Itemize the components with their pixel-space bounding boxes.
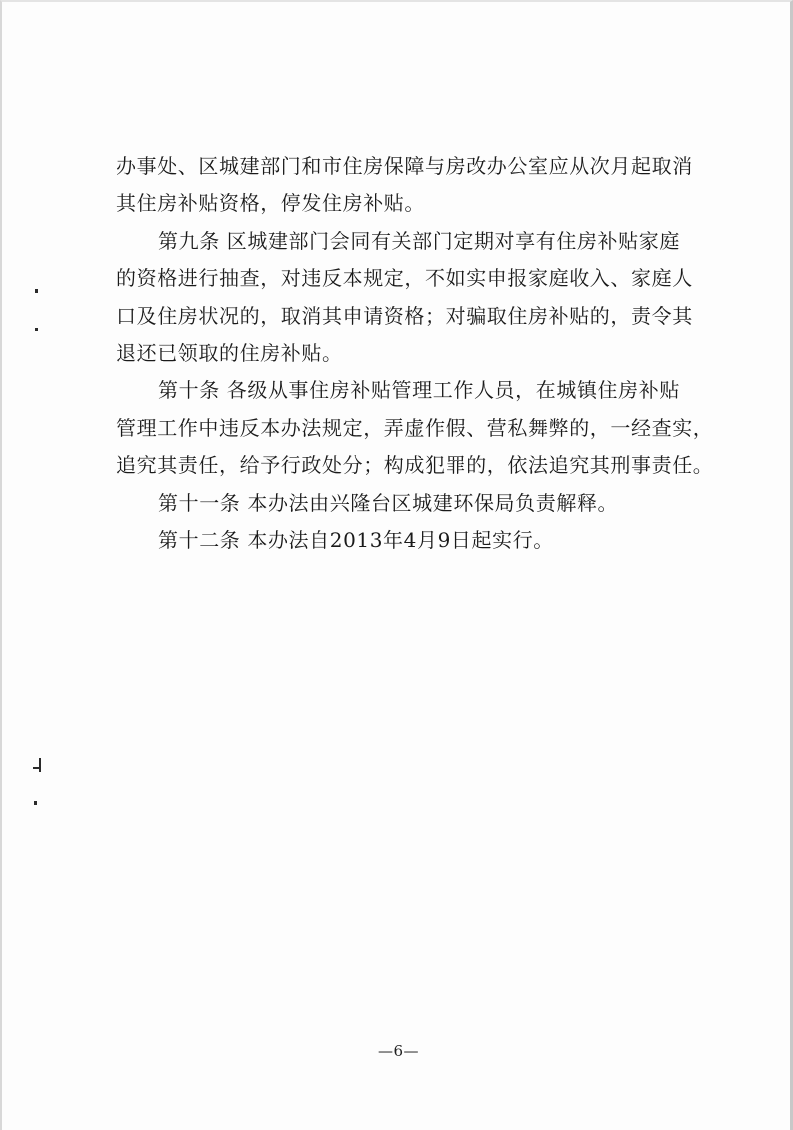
text-line: 管理工作中违反本办法规定，弄虚作假、营私舞弊的，一经查实， (116, 415, 714, 440)
paragraph-article-9 (116, 223, 716, 373)
document-body (116, 148, 716, 559)
text-line: 追究其责任，给予行政处分；构成犯罪的，依法追究其刑事责任。 (116, 453, 714, 478)
text-line: 第九条 区城建部门会同有关部门定期对享有住房补贴家庭 (158, 228, 680, 253)
paragraph-article-10 (116, 372, 716, 484)
text-line: 第十条 各级从事住房补贴管理工作人员，在城镇住房补贴 (158, 378, 680, 403)
scan-mark (39, 758, 41, 772)
text-line: 口及住房状况的，取消其申请资格；对骗取住房补贴的，责令其 (116, 303, 693, 328)
scan-mark (33, 767, 39, 769)
text-line: 办事处、区城建部门和市住房保障与房改办公室应从次月起取消 (116, 154, 693, 178)
scan-mark (35, 289, 38, 293)
paragraph-article-12 (116, 522, 716, 559)
paragraph-article-11 (116, 485, 716, 522)
page-number: —6— (377, 1042, 420, 1060)
paragraph-continuation (116, 148, 716, 223)
scan-mark (35, 328, 38, 331)
scan-mark (34, 801, 37, 805)
text-line: 其住房补贴资格，停发住房补贴。 (116, 191, 425, 216)
text-line: 第十一条 本办法由兴隆台区城建环保局负责解释。 (158, 490, 619, 515)
text-line: 的资格进行抽查，对违反本规定，不如实申报家庭收入、家庭人 (116, 266, 693, 291)
text-line: 第十二条 本办法自2013年4月9日起实行。 (158, 528, 554, 553)
text-line: 退还已领取的住房补贴。 (116, 341, 343, 366)
